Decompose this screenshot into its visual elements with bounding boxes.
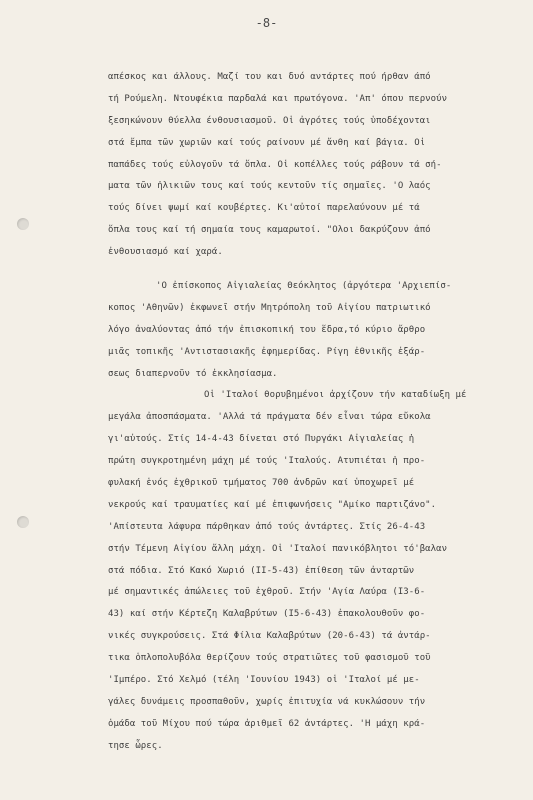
text-line: τησε ὧρες.: [108, 740, 163, 751]
text-line: πρώτη συγκροτημένη μάχη μέ τούς 'Ιταλούς. Ατυπιέται ἡ προ-: [108, 456, 426, 467]
text-line: τή Ρούμελη. Ντουφέκια παρδαλά και πρωτόγονα. 'Απ' όπου περνούν: [108, 93, 448, 104]
paragraph: [108, 407, 518, 757]
typewritten-text: [108, 67, 518, 758]
text-line: στήν Τέμενη Αἰγίου ἄλλη μάχη. Οἱ 'Ιταλοί πανικόβλητοι τό'βαλαν: [108, 543, 448, 554]
text-line: ματα τῶν ἠλικιῶν τους καί τούς κεντοῦν τίς σημαῖες. 'Ο λαός: [108, 181, 431, 192]
text-line: φυλακή ἑνός ἐχθρικοῦ τμήματος 700 ἀνδρῶν καί ὑποχωρεῖ μέ: [108, 478, 415, 489]
text-line: μιᾶς τοπικῆς 'Αντιστασιακῆς ἐφημερίδας. Ρίγη ἐθνικῆς ἐξάρ-: [108, 346, 426, 357]
text-line: ξεσηκώνουν θύελλα ένθουσιασμοῦ. Οἱ ἀγρότες τούς ὑποδέχονται: [108, 115, 431, 126]
text-line: 'Ο ἐπίσκοπος Αἰγιαλείας Θεόκλητος (ἀργότερα 'Αρχιεπίσ-: [156, 281, 452, 292]
text-line: κοπος 'Αθηνῶν) ἐκφωνεῖ στήν Μητρόπολη τοῦ Αἰγίου πατριωτικό: [108, 302, 431, 313]
text-line: ὅπλα τους καί τή σημαία τους καμαρωτοί. "Ολοι δακρύζουν ἀπό: [108, 225, 431, 236]
text-line: σεως διαπερνοῦν τό ἐκκλησίασμα.: [108, 368, 278, 379]
text-line: νεκρούς καί τραυματίες καί μέ ἐπιφωνήσεις "Αμίκο παρτιζάνο".: [108, 499, 437, 510]
text-line: 'Απίστευτα λάφυρα πάρθηκαν ἀπό τούς ἀντάρτες. Στίς 26-4-43: [108, 521, 426, 532]
punch-hole: [17, 516, 29, 528]
text-line: Οἱ 'Ιταλοί θορυβημένοι ἀρχίζουν τήν καταδίωξη μέ: [204, 390, 467, 401]
text-line: 43) καί στήν Κέρτεζη Καλαβρύτων (Ι5-6-43) ἐπακολουθοῦν φο-: [108, 609, 426, 620]
text-line: μεγάλα ἀποσπάσματα. 'Αλλά τά πράγματα δέν εἶναι τώρα εὔκολα: [108, 412, 431, 423]
text-line: στά ἔμπα τῶν χωριῶν καί τούς ραίνουν μέ ἄνθη καί βάγια. Οἱ: [108, 137, 426, 148]
text-line: τούς δίνει ψωμί καί κουβέρτες. Κι'αὐτοί παρελαύνουν μέ τά: [108, 203, 420, 214]
text-line: γι'αὐτούς. Στίς 14-4-43 δίνεται στό Πυργάκι Αἰγιαλείας ἡ: [108, 434, 415, 445]
page-number: -8-: [255, 16, 278, 30]
text-line: στά πόδια. Στό Κακό Χωριό (ΙΙ-5-43) ἐπίθεση τῶν ἀνταρτῶν: [108, 565, 415, 576]
text-line: 'Ιμπέρο. Στό Χελμό (τέλη 'Ιουνίου 1943) οἱ 'Ιταλοί μέ με-: [108, 675, 420, 686]
text-line: ὁμάδα τοῦ Μίχου πού τώρα ἀριθμεῖ 62 ἀντάρτες. 'Η μάχη κρά-: [108, 718, 426, 729]
paragraph: [108, 385, 518, 407]
text-line: μέ σημαντικές ἀπώλειες τοῦ ἐχθροῦ. Στήν 'Αγία Λαύρα (Ι3-6-: [108, 587, 426, 598]
text-line: νικές συγκρούσεις. Στά Φίλια Καλαβρύτων (20-6-43) τά ἀντάρ-: [108, 631, 431, 642]
text-line: γάλες δυνάμεις προσπαθοῦν, χωρίς ἐπιτυχία νά κυκλώσουν τήν: [108, 696, 426, 707]
paragraph: [108, 67, 518, 264]
text-line: ἐνθουσιασμό καί χαρά.: [108, 247, 223, 258]
paragraph: [108, 276, 518, 385]
punch-hole: [17, 218, 29, 230]
text-line: παπάδες τούς εὐλογοῦν τά ὅπλα. Οἱ κοπέλλες τούς ράβουν τά σή-: [108, 159, 442, 170]
text-line: απέσκος και άλλους. Μαζί του και δυό αντάρτες πού ήρθαν άπό: [108, 72, 431, 82]
text-line: τικα ὁπλοπολυβόλα θερίζουν τούς στρατιῶτες τοῦ φασισμοῦ τοῦ: [108, 653, 431, 664]
text-line: λόγο ἀναλύοντας ἀπό τήν ἐπισκοπική του ἕδρα,τό κύριο ἄρθρο: [108, 324, 426, 335]
